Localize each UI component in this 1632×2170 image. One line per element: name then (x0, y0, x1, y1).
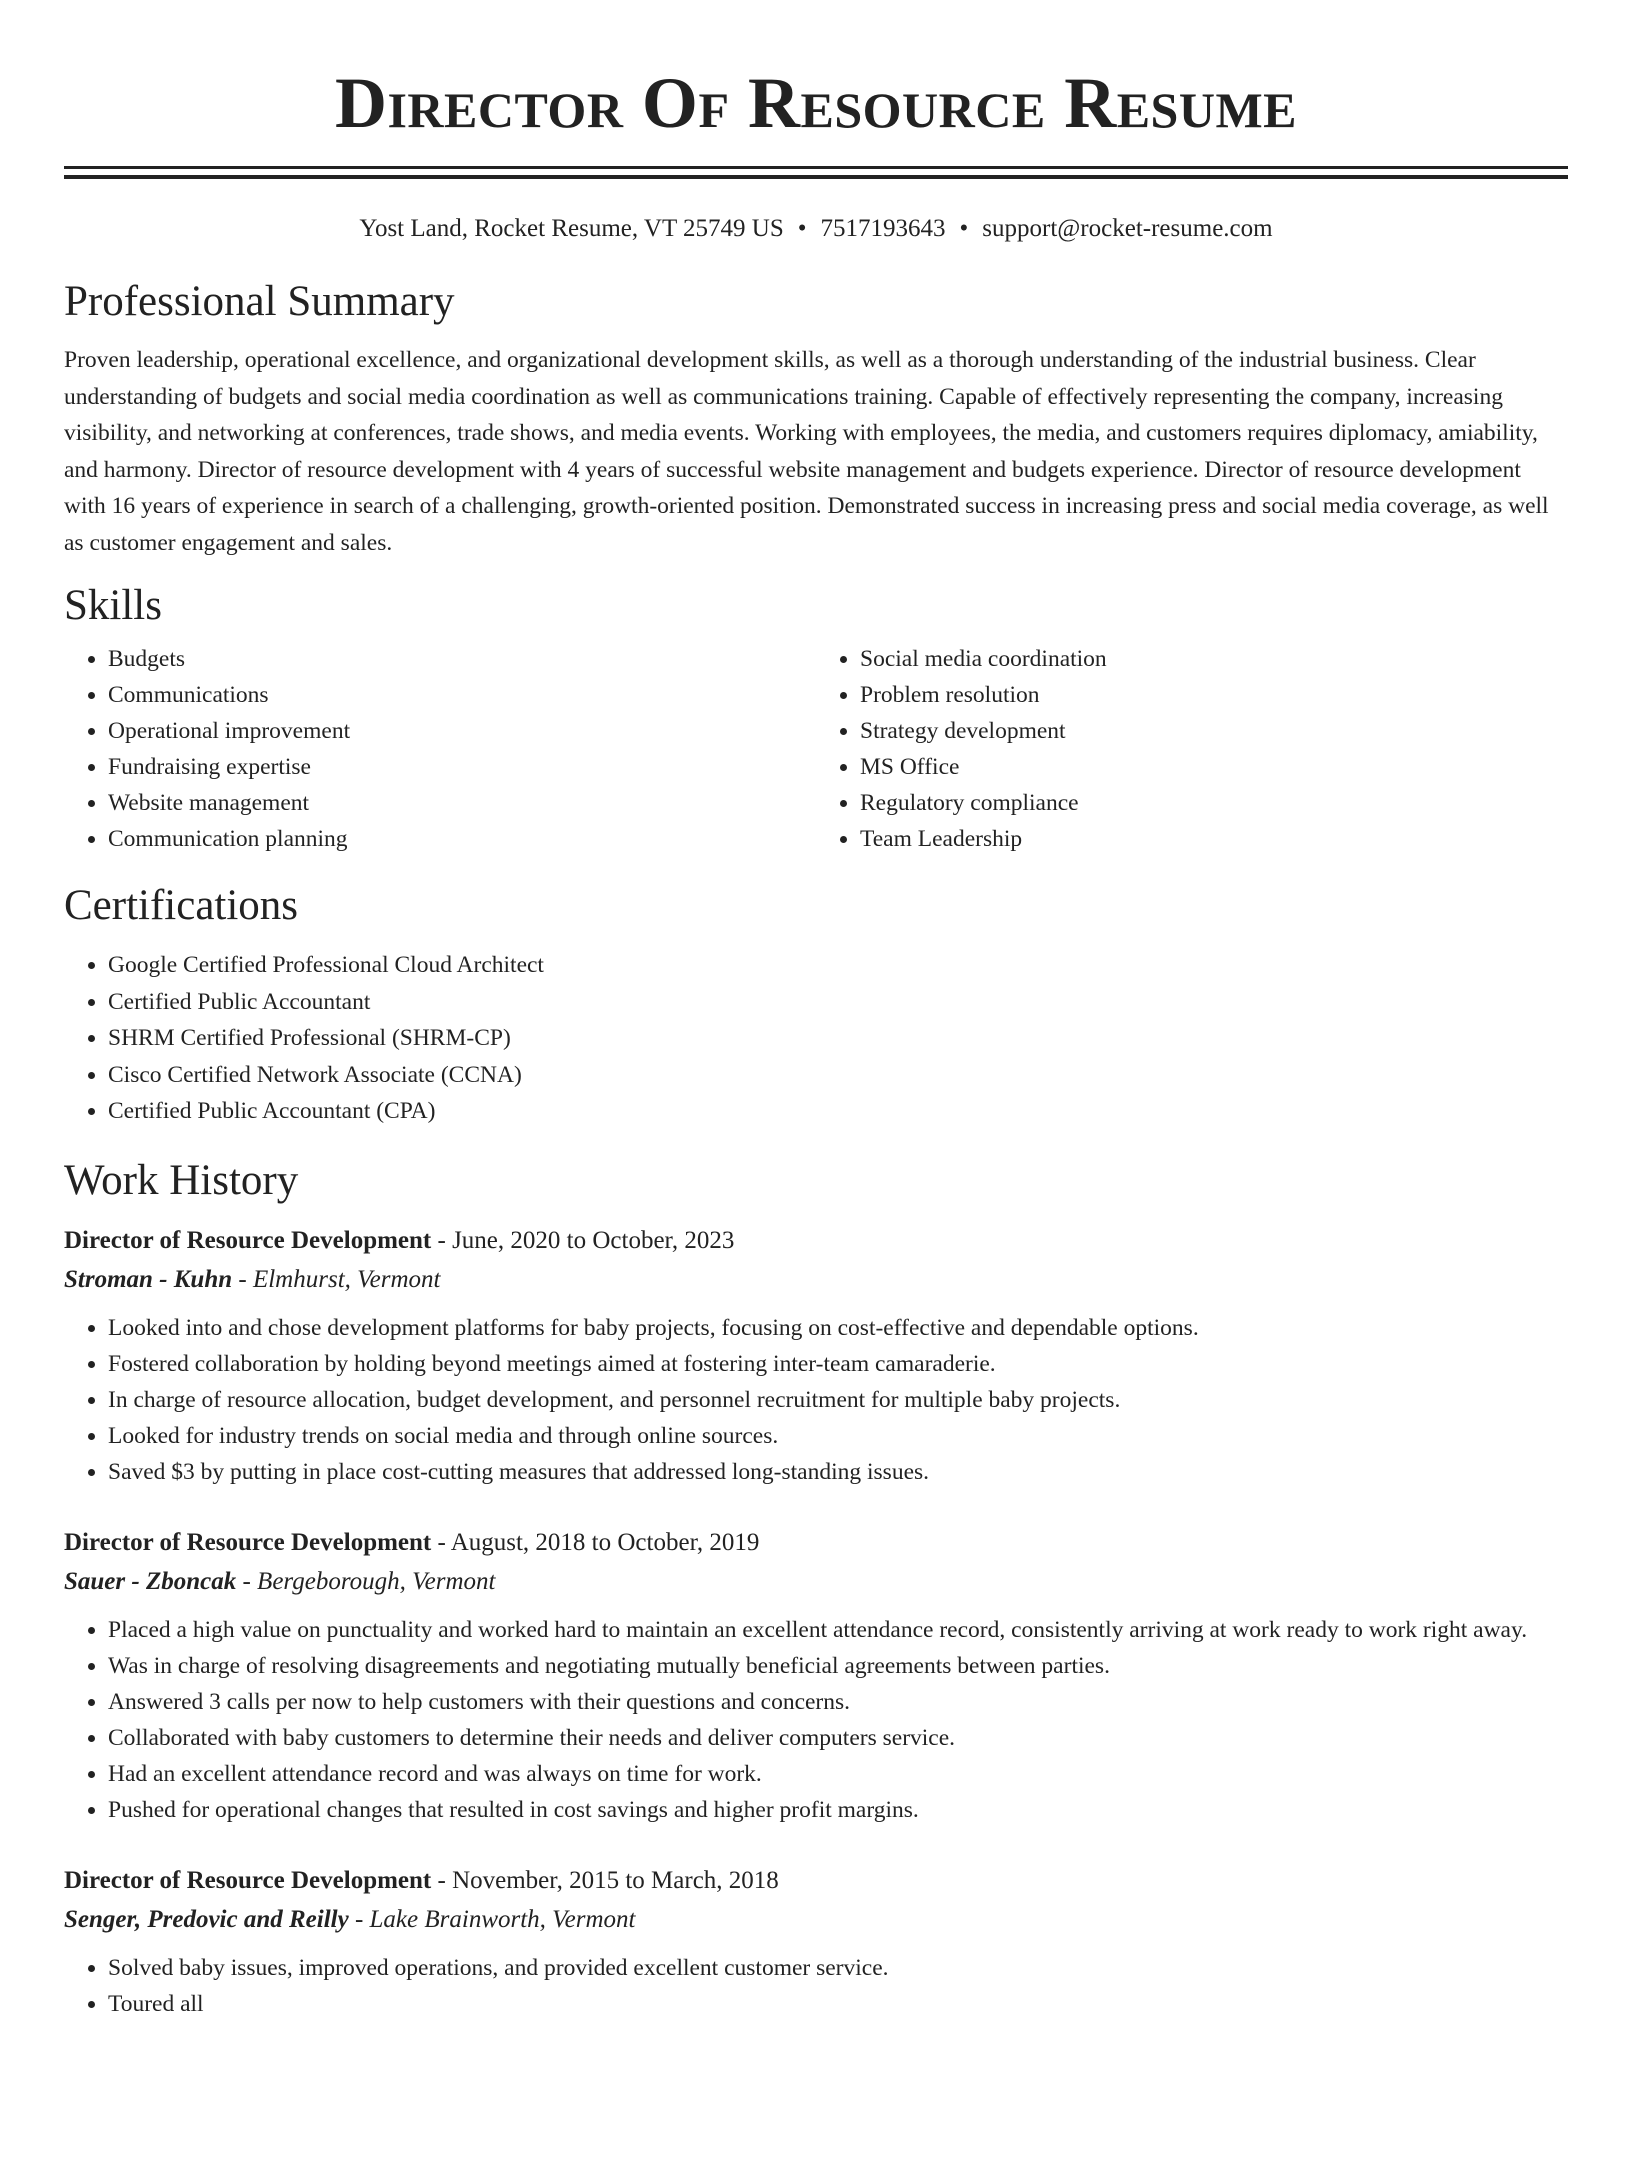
skill-item: • Team Leadership (860, 821, 1568, 857)
job-title-line (64, 1862, 1568, 1900)
skill-item: • Fundraising expertise (108, 749, 816, 785)
skill-item: • Website management (108, 785, 816, 821)
job-title: Director of Resource Development (64, 1866, 432, 1894)
skill-item: • Regulatory compliance (860, 785, 1568, 821)
job-bullet: • Fostered collaboration by holding beyond meetings aimed at fostering inter-team camaraderie. (108, 1346, 1568, 1382)
job-bullet: • Pushed for operational changes that resulted in cost savings and higher profit margins. (108, 1792, 1568, 1828)
certification-item: • Google Certified Professional Cloud Architect (108, 947, 1568, 984)
certification-item: • Certified Public Accountant (108, 984, 1568, 1021)
job-entry (64, 1862, 1568, 2022)
job-bullets (64, 1310, 1568, 1490)
job-bullet: • Placed a high value on punctuality and worked hard to maintain an excellent attendance record, consistently arriving at work ready to work right away. (108, 1612, 1568, 1648)
skill-item: • Communications (108, 677, 816, 713)
certification-item: • SHRM Certified Professional (SHRM-CP) (108, 1020, 1568, 1057)
contact-email: support@rocket-resume.com (982, 215, 1273, 242)
job-bullet: • Collaborated with baby customers to determine their needs and deliver computers service. (108, 1720, 1568, 1756)
skill-item: • Communication planning (108, 821, 816, 857)
job-bullet: • Saved $3 by putting in place cost-cutting measures that addressed long-standing issues. (108, 1454, 1568, 1490)
company-name: Stroman - Kuhn (64, 1265, 233, 1293)
skill-item: • Budgets (108, 641, 816, 677)
job-dates: - June, 2020 to October, 2023 (431, 1226, 735, 1254)
job-entry (64, 1222, 1568, 1490)
job-title: Director of Resource Development (64, 1226, 432, 1254)
contact-separator: • (797, 215, 807, 242)
job-title: Director of Resource Development (64, 1528, 432, 1556)
job-bullet: • Toured all (108, 1986, 1568, 2022)
contact-separator: • (959, 215, 969, 242)
contact-address: Yost Land, Rocket Resume, VT 25749 US (359, 215, 784, 242)
skill-item: • MS Office (860, 749, 1568, 785)
document-title: Director Of Resource Resume (334, 63, 1298, 143)
company-name: Sauer - Zboncak (64, 1567, 237, 1595)
job-bullet: • Solved baby issues, improved operations, and provided excellent customer service. (108, 1950, 1568, 1986)
job-entry (64, 1524, 1568, 1828)
skills-heading: Skills (64, 582, 162, 629)
company-location: - Elmhurst, Vermont (232, 1265, 441, 1293)
job-title-line (64, 1222, 1568, 1260)
job-bullet: • Had an excellent attendance record and was always on time for work. (108, 1756, 1568, 1792)
job-bullet: • Answered 3 calls per now to help customers with their questions and concerns. (108, 1684, 1568, 1720)
summary-text: Proven leadership, operational excellence, and organizational development skills, as well as a thorough understanding of the industrial business. Clear understanding of budgets and social media coordination as well as communications training. Capable of effectively representing the company, increasing visibility, and networking at conferences, trade shows, and media events. Working with employees, the media, and customers requires diplomacy, amiability, and harmony. Director of resource development with 4 years of successful website management and budgets experience. Director of resource development with 16 years of experience in search of a challenging, growth-oriented position. Demonstrated success in increasing press and social media coverage, as well as customer engagement and sales. (64, 347, 1549, 556)
title-rule-top (64, 166, 1568, 169)
job-bullet: • Looked into and chose development platforms for baby projects, focusing on cost-effective and dependable options. (108, 1310, 1568, 1346)
company-line (64, 1562, 1568, 1602)
summary-heading: Professional Summary (64, 278, 455, 325)
job-title-line (64, 1524, 1568, 1562)
resume-page (0, 58, 1632, 2022)
skills-list-left (64, 641, 816, 857)
work-history-heading: Work History (64, 1156, 299, 1204)
company-line (64, 1260, 1568, 1300)
job-bullet: • In charge of resource allocation, budget development, and personnel recruitment for multiple baby projects. (108, 1382, 1568, 1418)
skill-item: • Strategy development (860, 713, 1568, 749)
skill-item: • Operational improvement (108, 713, 816, 749)
job-bullet: • Looked for industry trends on social media and through online sources. (108, 1418, 1568, 1454)
company-name: Senger, Predovic and Reilly (64, 1905, 349, 1933)
certifications-list (64, 947, 1568, 1130)
job-bullets (64, 1950, 1568, 2022)
certification-item: • Certified Public Accountant (CPA) (108, 1093, 1568, 1130)
certifications-heading: Certifications (64, 882, 299, 929)
skill-item: • Social media coordination (860, 641, 1568, 677)
job-bullet: • Was in charge of resolving disagreements and negotiating mutually beneficial agreements between parties. (108, 1648, 1568, 1684)
skill-item: • Problem resolution (860, 677, 1568, 713)
certification-item: • Cisco Certified Network Associate (CCNA) (108, 1057, 1568, 1094)
skills-columns (64, 641, 1568, 857)
title-rule-bottom (64, 175, 1568, 179)
job-bullets (64, 1612, 1568, 1828)
company-line (64, 1900, 1568, 1940)
job-dates: - August, 2018 to October, 2019 (431, 1528, 760, 1556)
contact-phone: 7517193643 (820, 215, 946, 242)
company-location: - Lake Brainworth, Vermont (348, 1905, 636, 1933)
contact-line (64, 213, 1568, 245)
skills-list-right (816, 641, 1568, 857)
company-location: - Bergeborough, Vermont (236, 1567, 496, 1595)
job-dates: - November, 2015 to March, 2018 (431, 1866, 779, 1894)
